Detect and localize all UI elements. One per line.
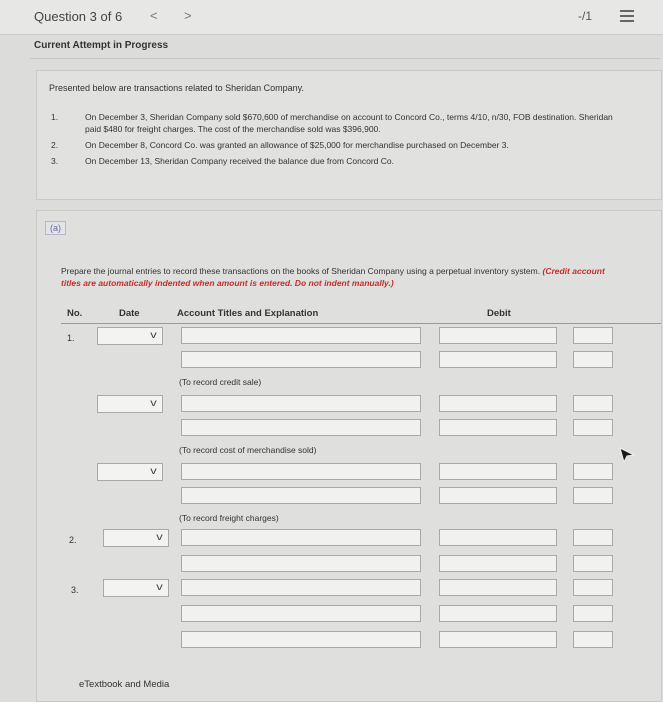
- part-tag: (a): [45, 221, 66, 235]
- date-select[interactable]: [97, 395, 163, 413]
- account-title-input[interactable]: [181, 605, 421, 622]
- chevron-down-icon: v: [150, 330, 157, 341]
- debit-input[interactable]: [439, 605, 557, 622]
- credit-input[interactable]: [573, 327, 613, 344]
- credit-input[interactable]: [573, 487, 613, 504]
- credit-input[interactable]: [573, 351, 613, 368]
- instructions: [61, 265, 621, 289]
- debit-input[interactable]: [439, 529, 557, 546]
- account-title-input[interactable]: [181, 555, 421, 572]
- entry-number: 1.: [67, 333, 75, 343]
- account-title-input[interactable]: [181, 351, 421, 368]
- account-title-input[interactable]: [181, 463, 421, 480]
- credit-input[interactable]: [573, 555, 613, 572]
- entry-number: 3.: [71, 585, 79, 595]
- debit-input[interactable]: [439, 395, 557, 412]
- debit-input[interactable]: [439, 351, 557, 368]
- entry-memo: (To record credit sale): [179, 377, 262, 387]
- account-title-input[interactable]: [181, 395, 421, 412]
- header-date: Date: [119, 308, 140, 319]
- transaction-text: On December 3, Sheridan Company sold $670,600 of merchandise on account to Concord Co., terms 4/10, n/30, FOB destination. Sheridan paid $480 for freight charges. The cost of the merchandise sold was $396,900.: [85, 112, 613, 134]
- account-title-input[interactable]: [181, 631, 421, 648]
- debit-input[interactable]: [439, 419, 557, 436]
- date-select[interactable]: [97, 327, 163, 345]
- top-bar: [0, 0, 663, 35]
- entry-number: 2.: [69, 535, 77, 545]
- entry-memo: (To record freight charges): [179, 513, 279, 523]
- credit-input[interactable]: [573, 529, 613, 546]
- chevron-down-icon: v: [150, 398, 157, 409]
- header-debit: Debit: [487, 308, 511, 319]
- debit-input[interactable]: [439, 327, 557, 344]
- problem-intro: Presented below are transactions related to Sheridan Company.: [49, 83, 304, 93]
- credit-input[interactable]: [573, 579, 613, 596]
- divider: [30, 58, 660, 59]
- debit-input[interactable]: [439, 579, 557, 596]
- header-divider: [61, 323, 661, 324]
- attempt-status: Current Attempt in Progress: [34, 40, 169, 51]
- transaction-number: 3.: [51, 156, 59, 166]
- score-label: -/1: [578, 9, 593, 23]
- credit-input[interactable]: [573, 463, 613, 480]
- list-icon[interactable]: [620, 10, 634, 22]
- account-title-input[interactable]: [181, 579, 421, 596]
- part-a-panel: [36, 210, 662, 702]
- header-no: No.: [67, 308, 83, 319]
- chevron-down-icon: v: [156, 532, 163, 543]
- next-question-button[interactable]: >: [184, 8, 192, 23]
- transaction-number: 1.: [51, 112, 59, 122]
- date-select[interactable]: [97, 463, 163, 481]
- chevron-down-icon: v: [156, 582, 163, 593]
- credit-input[interactable]: [573, 395, 613, 412]
- debit-input[interactable]: [439, 555, 557, 572]
- header-account: Account Titles and Explanation: [177, 308, 319, 319]
- credit-input[interactable]: [573, 605, 613, 622]
- date-select[interactable]: [103, 529, 169, 547]
- account-title-input[interactable]: [181, 419, 421, 436]
- date-select[interactable]: [103, 579, 169, 597]
- debit-input[interactable]: [439, 631, 557, 648]
- debit-input[interactable]: [439, 487, 557, 504]
- transaction-text: On December 8, Concord Co. was granted an allowance of $25,000 for merchandise purchased on December 3.: [85, 140, 509, 150]
- transaction-number: 2.: [51, 140, 59, 150]
- prev-question-button[interactable]: <: [150, 8, 158, 23]
- instructions-text: Prepare the journal entries to record these transactions on the books of Sheridan Company using a perpetual inventory system.: [61, 266, 541, 276]
- etextbook-media-link[interactable]: eTextbook and Media: [79, 679, 170, 690]
- credit-input[interactable]: [573, 631, 613, 648]
- transaction-text: On December 13, Sheridan Company received the balance due from Concord Co.: [85, 156, 395, 166]
- chevron-down-icon: v: [150, 466, 157, 477]
- mouse-cursor-icon: [618, 446, 636, 464]
- entry-memo: (To record cost of merchandise sold): [179, 445, 317, 455]
- problem-statement: [36, 70, 662, 200]
- instructions-note: (Credit account titles are automatically indented when amount is entered. Do not indent manually.): [61, 266, 605, 288]
- question-label: Question 3 of 6: [34, 9, 123, 24]
- account-title-input[interactable]: [181, 529, 421, 546]
- account-title-input[interactable]: [181, 487, 421, 504]
- credit-input[interactable]: [573, 419, 613, 436]
- account-title-input[interactable]: [181, 327, 421, 344]
- debit-input[interactable]: [439, 463, 557, 480]
